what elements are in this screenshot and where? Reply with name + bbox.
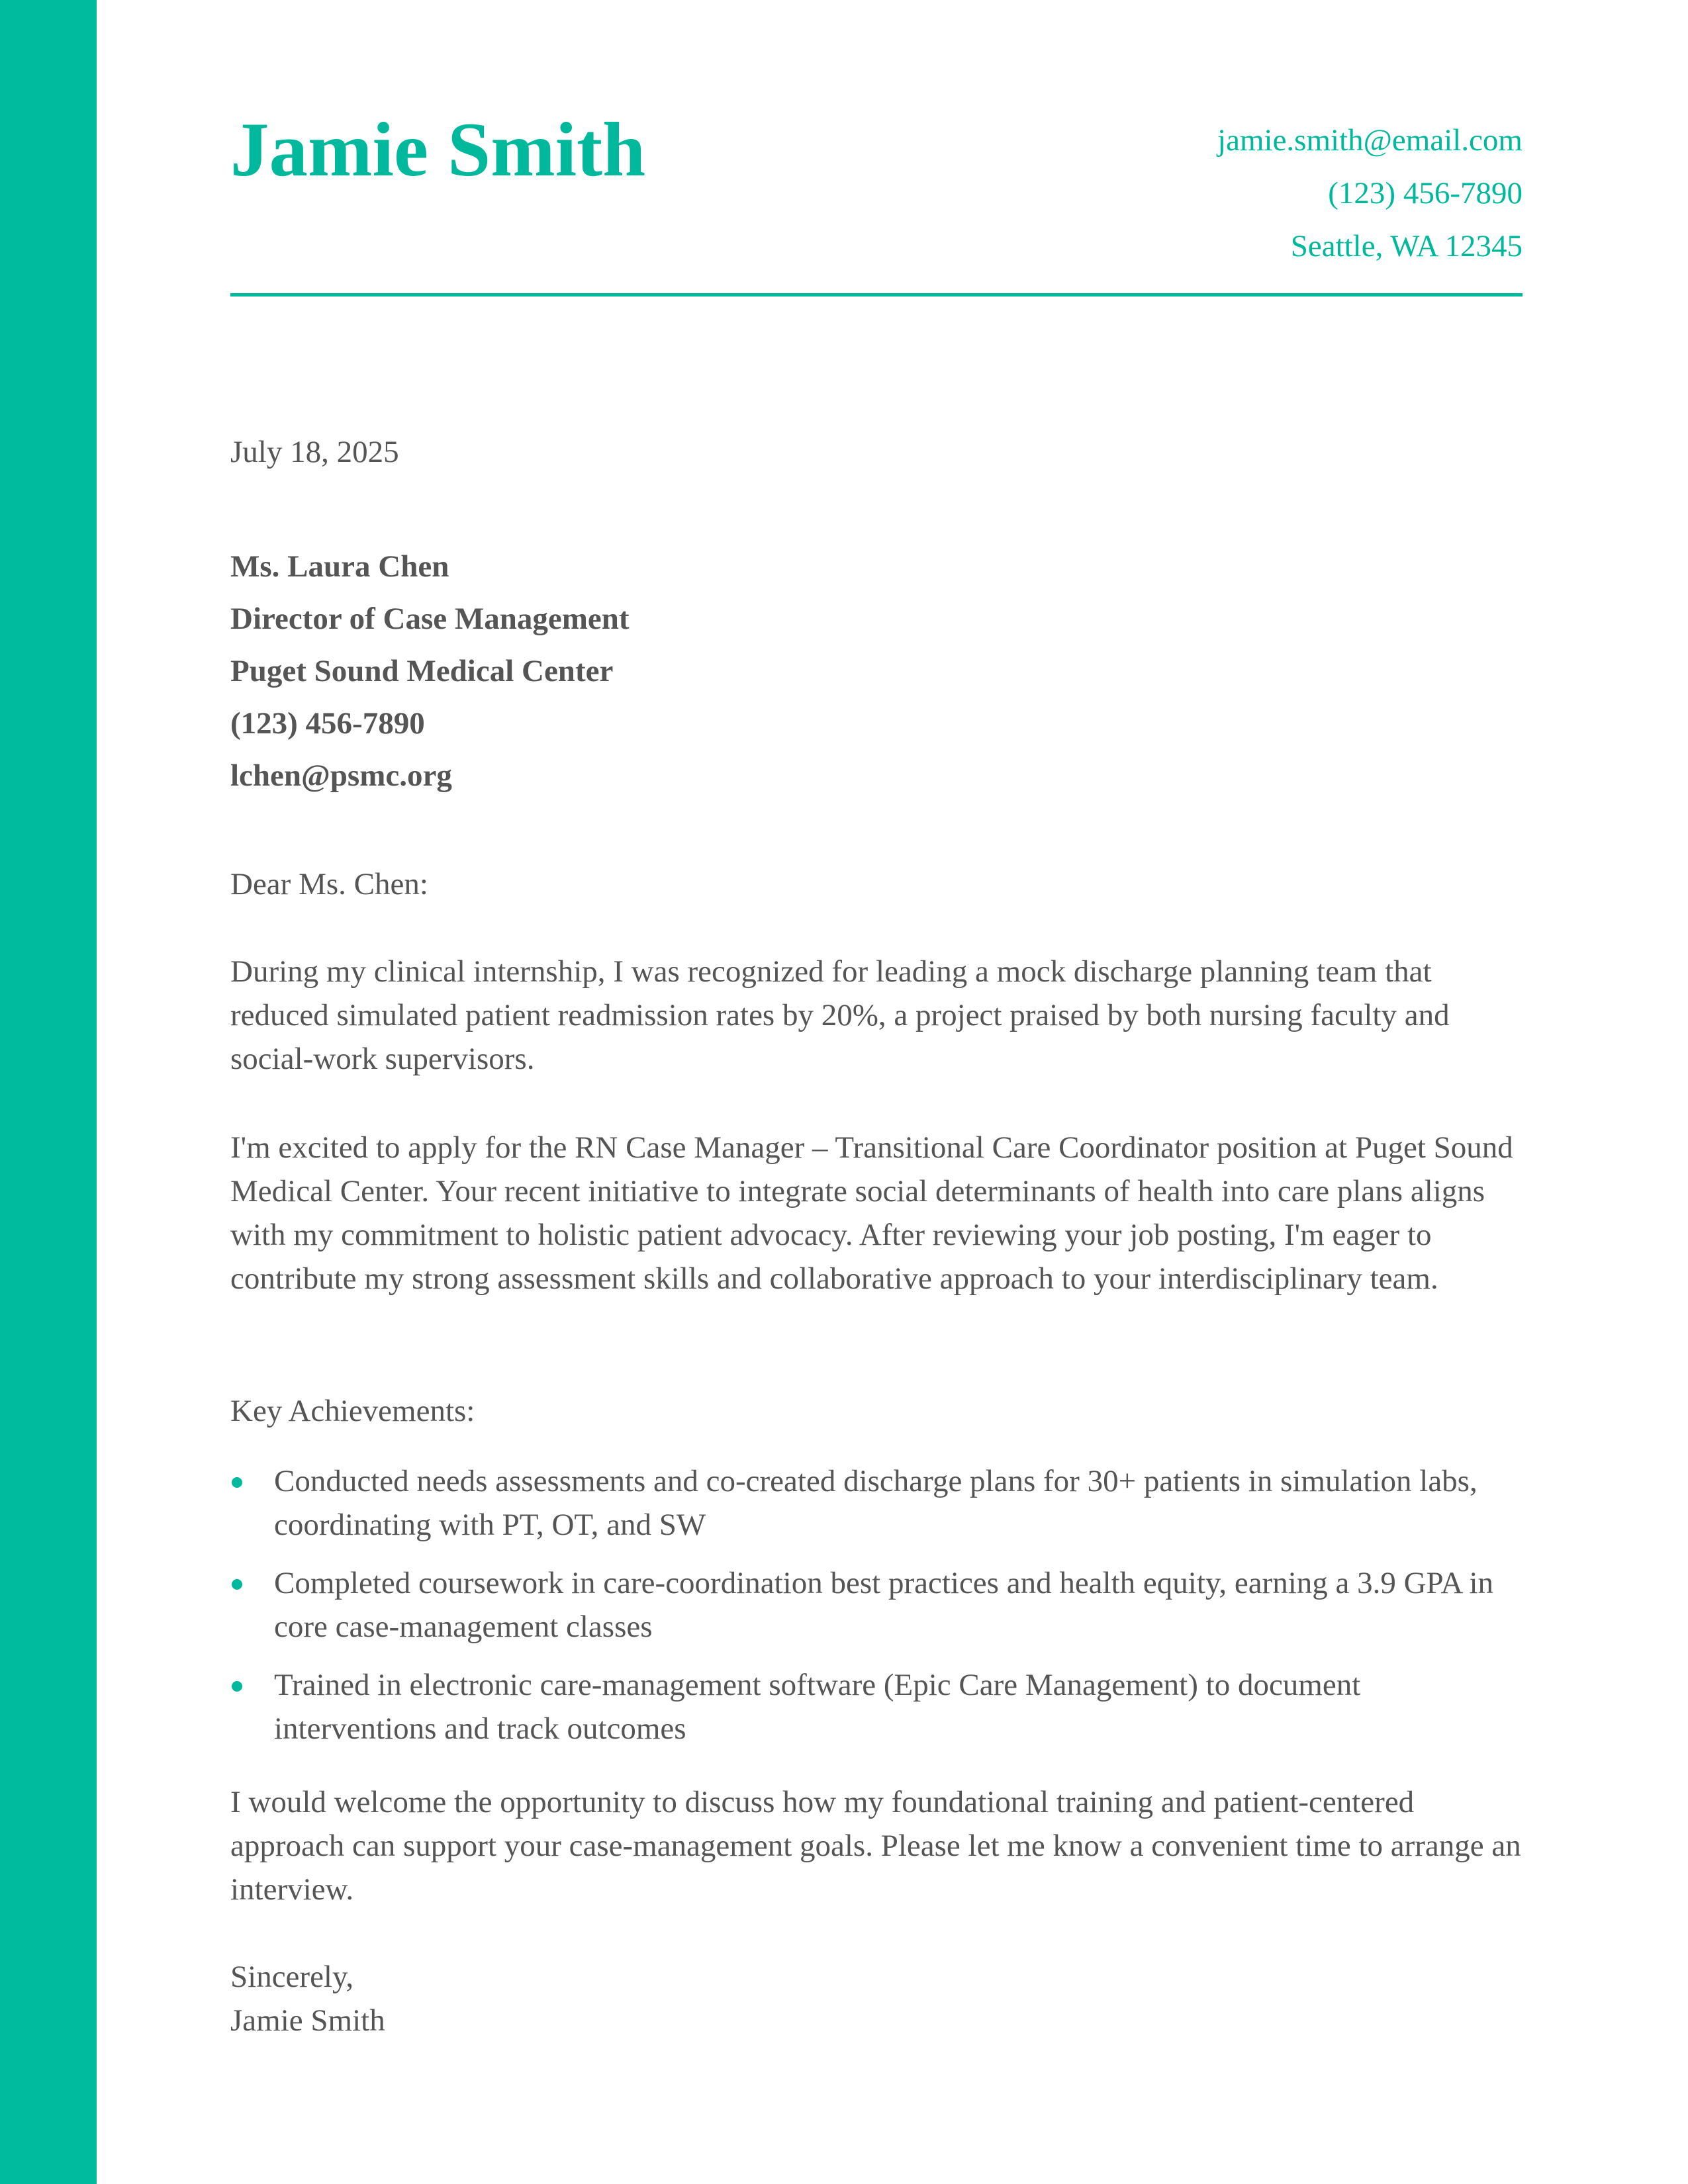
achievement-item — [230, 1663, 1523, 1751]
recipient-organization: Puget Sound Medical Center — [230, 654, 614, 688]
signature-name: Jamie Smith — [230, 2003, 385, 2038]
valediction: Sincerely, — [230, 1960, 354, 1994]
recipient-title: Director of Case Management — [230, 602, 630, 636]
recipient-phone: (123) 456-7890 — [230, 706, 425, 741]
achievements-list — [230, 1459, 1523, 1765]
bullet-dot-icon — [232, 1579, 242, 1590]
achievement-item — [230, 1459, 1523, 1547]
achievement-text: Trained in electronic care-management software (Epic Care Management) to document interventions and track outcomes — [274, 1668, 1361, 1746]
bullet-dot-icon — [232, 1477, 242, 1488]
sender-email: jamie.smith@email.com — [1217, 123, 1523, 158]
sender-location: Seattle, WA 12345 — [1290, 229, 1523, 263]
opening-paragraph: During my clinical internship, I was recognized for leading a mock discharge planning team that reduced simulated patient readmission rates by 20%, a project praised by both nursing faculty and social-work supervisors. — [230, 954, 1450, 1076]
sender-contact — [1217, 114, 1523, 273]
achievement-text: Completed coursework in care-coordination best practices and health equity, earning a 3.9 GPA in core case-management classes — [274, 1566, 1494, 1644]
salutation: Dear Ms. Chen: — [230, 867, 428, 901]
signoff-block — [230, 1955, 1523, 2042]
closing-paragraph: I would welcome the opportunity to discuss how my foundational training and patient-centered approach can support your case-management goals. Please let me know a convenient time to arrange an interview. — [230, 1785, 1521, 1907]
recipient-block — [230, 541, 1523, 802]
achievements-heading: Key Achievements: — [230, 1394, 475, 1428]
sender-name: Jamie Smith — [230, 107, 646, 193]
bullet-dot-icon — [232, 1681, 242, 1692]
header-divider — [230, 293, 1523, 296]
sender-phone: (123) 456-7890 — [1328, 176, 1523, 210]
interest-paragraph: I'm excited to apply for the RN Case Manager – Transitional Care Coordinator position at Puget Sound Medical Center. Your recent initiative to integrate social determinants of health into care plans aligns with my commitment to holistic patient advocacy. After reviewing your job posting, I'm eager to contribute my strong assessment skills and collaborative approach to your interdisciplinary team. — [230, 1130, 1513, 1296]
achievement-item — [230, 1561, 1523, 1649]
letter-date: July 18, 2025 — [230, 435, 399, 469]
achievement-text: Conducted needs assessments and co-created discharge plans for 30+ patients in simulation labs, coordinating with PT, OT, and SW — [274, 1464, 1477, 1542]
accent-sidebar — [0, 0, 97, 2184]
recipient-email: lchen@psmc.org — [230, 758, 452, 793]
recipient-name: Ms. Laura Chen — [230, 549, 449, 584]
